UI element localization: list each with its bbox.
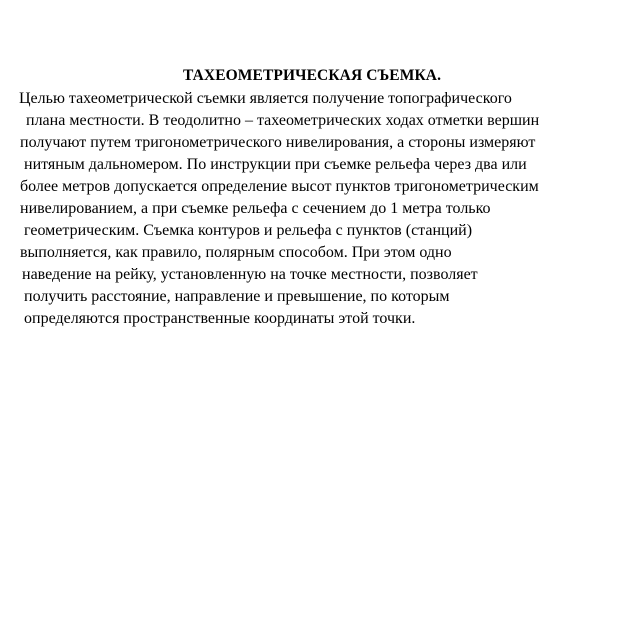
body-line-7: геометрическим. Съемка контуров и рельефа с пунктов (станций) — [24, 222, 473, 239]
body-line-4: нитяным дальномером. По инструкции при съемке рельефа через два или — [24, 156, 527, 173]
document-title: ТАХЕОМЕТРИЧЕСКАЯ СЪЕМКА. — [182, 67, 442, 84]
body-line-6: нивелированием, а при съемке рельефа с сечением до 1 метра только — [20, 200, 491, 217]
body-line-2: плана местности. В теодолитно – тахеометрических ходах отметки вершин — [26, 112, 540, 129]
body-line-9: наведение на рейку, установленную на точке местности, позволяет — [22, 266, 478, 283]
body-line-11: определяются пространственные координаты этой точки. — [24, 310, 416, 327]
body-line-10: получить расстояние, направление и превышение, по которым — [24, 288, 450, 305]
body-line-5: более метров допускается определение высот пунктов тригонометрическим — [20, 178, 539, 195]
body-line-1: Целью тахеометрической съемки является получение топографического — [19, 90, 512, 107]
body-line-3: получают путем тригонометрического нивелирования, а стороны измеряют — [20, 134, 536, 151]
body-line-8: выполняется, как правило, полярным способом. При этом одно — [20, 244, 452, 261]
